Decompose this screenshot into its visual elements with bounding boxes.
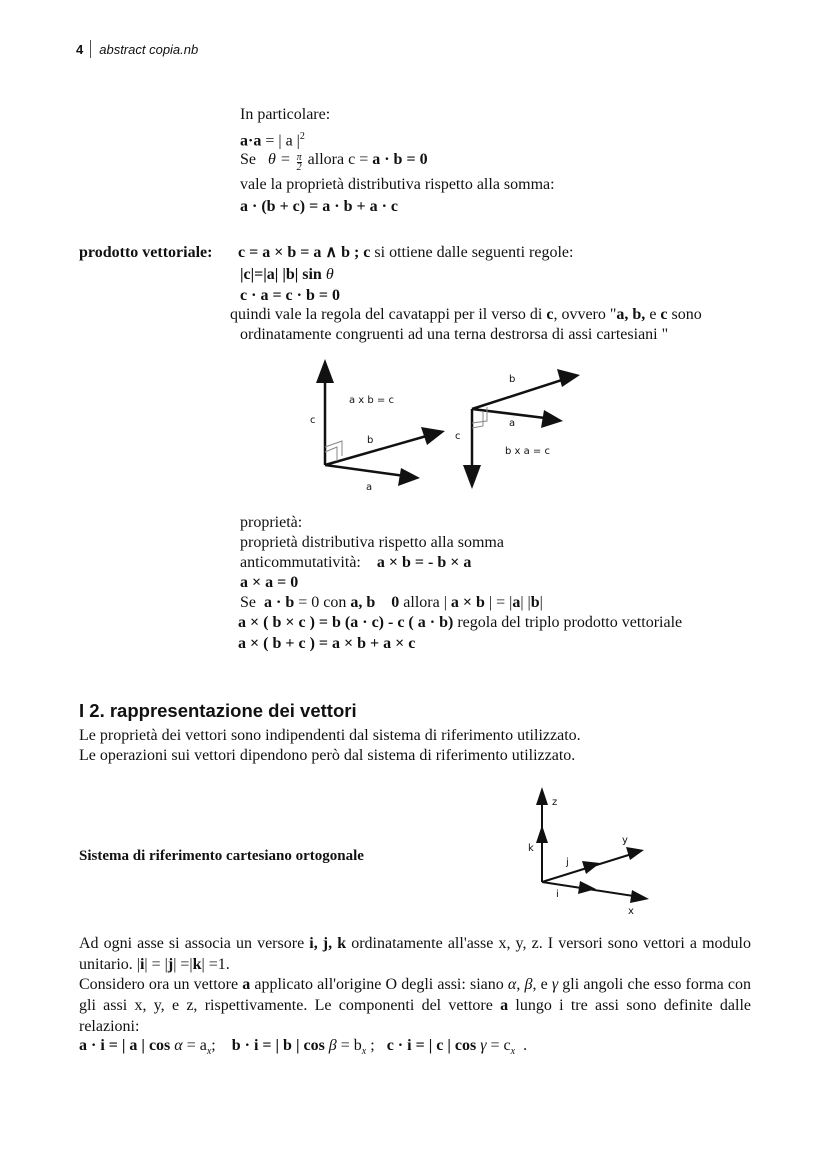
section-line-2: Le operazioni sui vettori dipendono però dal sistema di riferimento utilizzato.	[79, 747, 576, 764]
page-number: 4	[76, 42, 84, 57]
cork-d: a, b,	[616, 306, 646, 323]
d-p2b: applicato all'origine O degli assi: siano	[250, 976, 508, 993]
f3-sub: x	[510, 1046, 516, 1058]
corkscrew-line-2: ordinatamente congruenti ad una terna destrorsa di assi cartesiani "	[240, 326, 669, 343]
arrow-a2-icon	[541, 410, 563, 428]
property-triple-product	[238, 612, 682, 633]
corkscrew-line-1	[230, 304, 702, 325]
aa-lhs: a·a	[240, 132, 262, 150]
axis-label-y: y	[622, 835, 628, 846]
f2-beta: β	[328, 1037, 337, 1054]
p2-formula: a × b = - b × a	[376, 554, 472, 571]
arrow-a-icon	[398, 468, 420, 486]
cork-f: c	[660, 306, 668, 323]
frac-den: 2	[296, 162, 302, 173]
direction-cosines-formulas: a · i = | a | $\cos \alpha = a_x$; b · i = | b | $\cos \beta = b_x$ ; c · i = | c | $\cos \gamma = c_x$ .	[79, 1037, 528, 1058]
cork-a: quindi vale la regola del cavatappi per il verso di	[230, 306, 547, 323]
versor-label-j: j	[566, 857, 569, 868]
left-label-a: a	[366, 482, 373, 493]
allora-c: allora c =	[303, 151, 373, 168]
d-vec2: a	[500, 997, 509, 1014]
distributive-formula: a · (b + c) = a · b + a · c	[240, 198, 399, 215]
right-label-c: c	[455, 431, 461, 442]
p4-ab2: a, b	[350, 594, 376, 611]
p4-se: Se	[240, 594, 260, 611]
property-self-cross: a × a = 0	[240, 574, 299, 591]
beta: β	[524, 976, 533, 993]
i-versor-arrow-icon	[578, 881, 596, 894]
cork-g: sono	[667, 306, 702, 323]
cartesian-axes-diagram	[510, 785, 660, 920]
cross-rule-magnitude	[240, 264, 334, 285]
right-label-a: a	[509, 418, 516, 429]
cross-rule-orthogonal: c · a = c · b = 0	[240, 287, 341, 304]
cross-product-definition	[238, 242, 573, 263]
left-label-c: c	[310, 415, 316, 426]
dot-aa-formula	[240, 126, 305, 151]
right-triad	[455, 369, 580, 489]
property-cross-distributive: a × ( b + c ) = a × b + a × c	[238, 635, 416, 652]
dot-orthogonal-formula	[240, 149, 428, 172]
v-j: j	[167, 956, 174, 973]
cross-product-diagram	[290, 355, 600, 500]
cartesian-label: Sistema di riferimento cartesiano ortogonale	[79, 848, 364, 864]
d-p2a: Considero ora un vettore	[79, 976, 243, 993]
pi-over-two	[297, 153, 302, 172]
aa-rhs: = | a |	[261, 132, 300, 150]
v-p1e: | =|	[173, 956, 193, 973]
left-caption: a x b = c	[349, 395, 394, 406]
rule1-theta: θ	[325, 266, 334, 283]
page-header	[76, 40, 198, 58]
p4-eq: = 0 con	[294, 594, 351, 611]
d-p2d: lungo i tre assi sono definite dalle relazioni:	[79, 997, 751, 1035]
property-orthogonal-magnitude	[240, 592, 543, 613]
property-anticommutative	[240, 552, 471, 573]
v-p1d: | = |	[144, 956, 168, 973]
f2-tail: = b	[336, 1037, 362, 1054]
p4-axb: a × b	[450, 594, 485, 611]
properties-title: proprietà:	[240, 514, 303, 531]
dot-intro: In particolare:	[240, 106, 331, 123]
f3-gamma: γ	[480, 1037, 487, 1054]
arrow-b2-icon	[557, 369, 580, 387]
f1: a · i = | a | cos	[79, 1037, 175, 1054]
j-versor-arrow-icon	[582, 861, 600, 874]
cork-e: e	[645, 306, 661, 323]
distributive-text: vale la proprietà distributiva rispetto alla somma:	[240, 176, 555, 193]
frac-num: π	[296, 152, 302, 163]
f1-tail: = a	[182, 1037, 207, 1054]
p4-a: a	[512, 594, 521, 611]
versor-label-k: k	[528, 843, 534, 854]
f1-sub: x	[206, 1046, 212, 1058]
axis-label-x: x	[628, 906, 634, 917]
right-caption: b x a = c	[505, 446, 550, 457]
cross-definition-tail: si ottiene dalle seguenti regole:	[370, 244, 574, 261]
alpha: α	[507, 976, 517, 993]
left-triad	[310, 359, 445, 493]
document-title: abstract copia.nb	[99, 42, 199, 57]
p4-b: b	[530, 594, 540, 611]
direction-cosines-paragraph: Considero ora un vettore a applicato all'origine O degli assi: siano α, β, e γ gli angoli che esso forma con gli assi x, y, e z, rispettivamente. Le componenti del vettore a lungo i tre assi sono definite dalle relazioni:	[79, 976, 752, 1035]
p4-allora: allora |	[399, 594, 451, 611]
p5-formula: a × ( b × c ) = b (a · c) - c ( a · b)	[238, 614, 454, 631]
f2: b · i = | b | cos	[231, 1037, 329, 1054]
p5-text: regola del triplo prodotto vettoriale	[453, 614, 683, 631]
p4-mid: | |	[520, 594, 531, 611]
p4-end: |	[539, 594, 543, 611]
cork-b: c	[546, 306, 554, 323]
p4-gap	[375, 594, 391, 611]
gamma: γ	[551, 976, 559, 993]
k-versor-arrow-icon	[536, 825, 548, 843]
z-axis-arrow-icon	[536, 787, 548, 805]
v-p1b: i, j, k	[309, 935, 347, 952]
property-distributive: proprietà distributiva rispetto alla somma	[240, 534, 504, 551]
p4-rest: | = |	[484, 594, 513, 611]
v-i: i	[139, 956, 145, 973]
se-word: Se	[240, 151, 256, 168]
arrow-c-up-icon	[316, 359, 334, 383]
aa-exp: 2	[299, 131, 305, 142]
v-k: k	[192, 956, 202, 973]
cross-product-label: prodotto vettoriale:	[79, 244, 213, 261]
arrow-c-down-icon	[463, 465, 481, 489]
left-label-b: b	[367, 435, 374, 446]
p4-zero: 0	[391, 594, 400, 611]
x-axis-arrow-icon	[630, 890, 649, 903]
f2-sub: x	[361, 1046, 367, 1058]
cross-definition-formula: c = a × b = a ∧ b ; c	[238, 244, 371, 261]
versors-paragraph	[79, 933, 751, 975]
f3-tail: = c	[486, 1037, 511, 1054]
header-divider	[90, 40, 91, 58]
d-p2c: gli angoli che esso forma con gli assi x, y, e z, rispettivamente. Le componenti del vettore	[79, 976, 752, 1014]
section-line-1: Le proprietà dei vettori sono indipendenti dal sistema di riferimento utilizzato.	[79, 727, 581, 744]
cork-c: , ovvero "	[553, 306, 617, 323]
section-heading: I 2. rappresentazione dei vettori	[79, 700, 357, 721]
y-axis-arrow-icon	[626, 847, 644, 860]
p2-label: anticommutatività:	[240, 554, 361, 571]
p4-ab: a · b	[264, 594, 295, 611]
theta: θ =	[268, 151, 291, 168]
versor-label-i: i	[556, 889, 559, 900]
f1-alpha: α	[174, 1037, 183, 1054]
f3: c · i = | c | cos	[386, 1037, 481, 1054]
v-p1f: | =1.	[201, 956, 230, 973]
v-p1a: Ad ogni asse si associa un versore	[79, 935, 310, 952]
right-label-b: b	[509, 374, 516, 385]
a-dot-b-zero: a · b = 0	[372, 151, 428, 168]
d-vec: a	[242, 976, 251, 993]
rule1-text: |c|=|a| |b| sin	[240, 266, 326, 283]
arrow-b-icon	[421, 427, 445, 445]
v-p1c: ordinatamente all'asse x, y, z. I versori sono vettori a modulo unitario. |	[79, 935, 751, 973]
axis-label-z: z	[552, 797, 558, 808]
